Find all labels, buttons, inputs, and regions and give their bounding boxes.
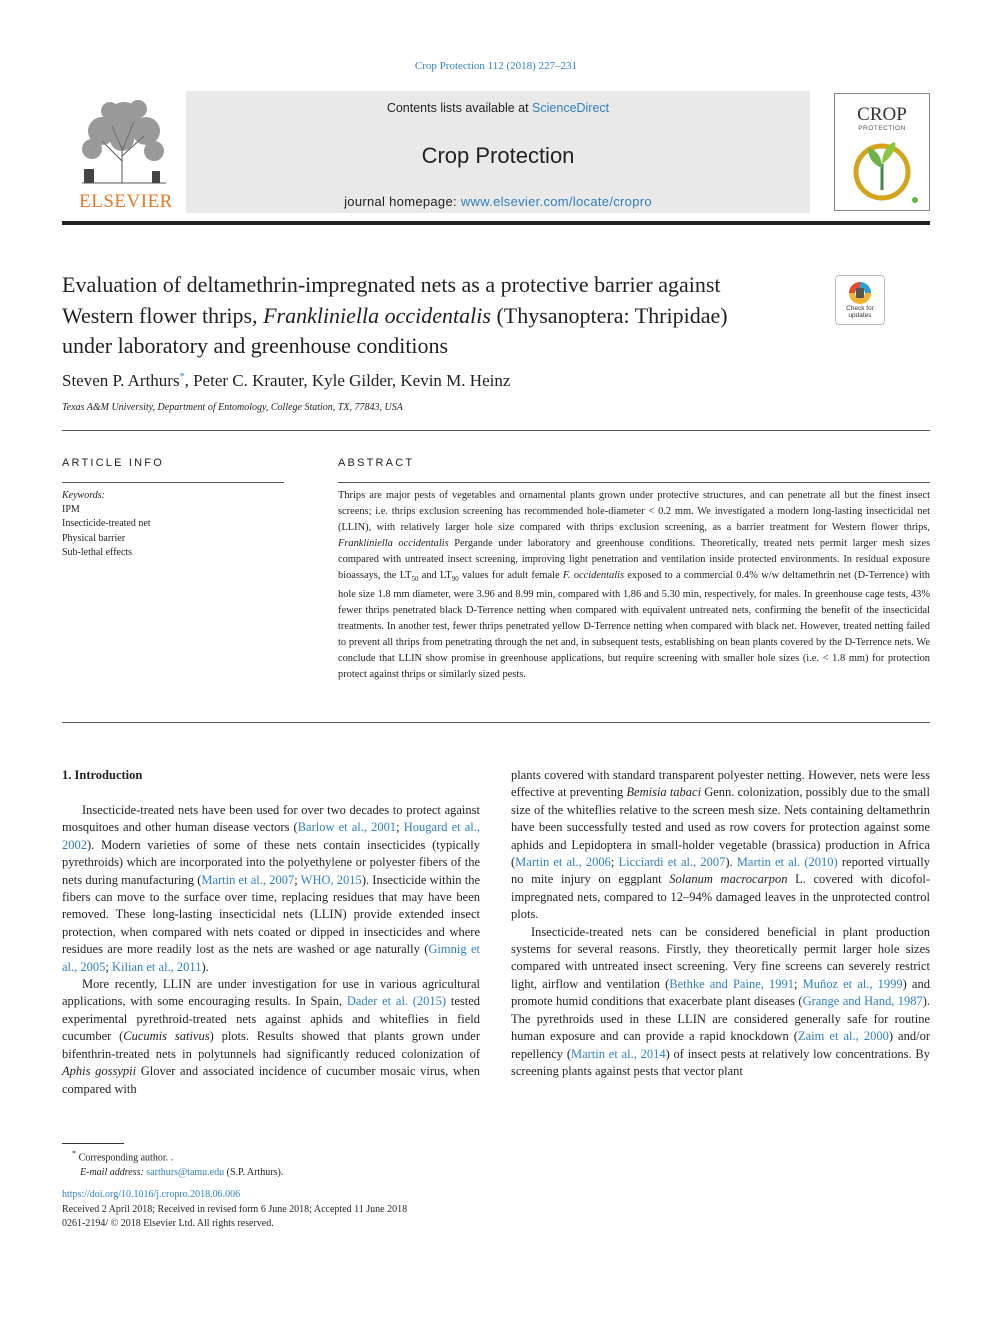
keyword: Sub-lethal effects — [62, 546, 133, 558]
reference-link[interactable]: Barlow et al., 2001 — [297, 820, 397, 835]
abstract-part: exposed to a commercial 0.4% w/w deltamethrin net (D-Terrence) with hole size 1.8 mm diameter, were 3.96 and 8.99 min, compared with 1.86 and 5.30 min, respectively, for males. In greenhouse cage tests, 43% fewer thrips penetrated black D-Terrence netting when compared with equivalent untreated nets, confirming the benefit of the insecticidal treatments. In another test, fewer thrips penetrated yellow D-Terrence netting when compared with black net. However, treated netting failed to prevent all thrips from penetrating through the net and, in subsequent tests, establishing on bean plants covered by the D-Terrence nets. We conclude that LLIN show promise in greenhouse applications, but require screening with smaller hole sizes (i.e. < 1.8 mm) for protection protect against thrips or similarly sized pests. — [338, 570, 930, 681]
abstract-part: Pergande under laboratory and greenhouse conditions. Theoretically, treated nets permit larger mesh sizes compared with untreated insect screening, improving light penetration and ventilation inside protected environments. In residual exposure bioassays, the LT — [338, 538, 930, 581]
footnote-rule — [62, 1143, 124, 1144]
text: ). Insecticide within the fibers can move to the surface over time, replacing residues that may have been removed. These long-lasting insecticidal nets (LLIN) provide extended insect protection, when compared with nets coated or dipped in insecticides and where residues are more readily lost as the nets are washed or age naturally ( — [62, 872, 480, 957]
check-for-updates-badge[interactable] — [835, 275, 885, 325]
text: More recently, LLIN are under investigation for use in various agricultural applications, with some encouraging results. In Spain, — [62, 977, 480, 1009]
keywords-label: Keywords: — [62, 490, 105, 501]
lt50-subscript: 50 — [411, 575, 419, 584]
email-link[interactable]: sarthurs@tamu.edu — [146, 1167, 225, 1179]
text: reported virtually no mite injury on eggplant — [511, 855, 931, 887]
right-column — [511, 767, 930, 1080]
reference-link[interactable]: Martin et al., 2006 — [515, 855, 611, 870]
elsevier-wordmark: ELSEVIER — [79, 191, 173, 212]
species-name: Cucumis sativus — [123, 1029, 210, 1044]
text: ; — [793, 976, 803, 991]
text: ). — [725, 855, 737, 870]
reference-link[interactable]: WHO, 2015 — [300, 872, 362, 887]
reference-link[interactable]: Martin et al. (2010) — [736, 855, 838, 870]
keyword: Insecticide-treated net — [62, 518, 151, 530]
article-info-heading: ARTICLE INFO — [62, 457, 164, 469]
journal-homepage — [186, 194, 810, 209]
title-line-3: under laboratory and greenhouse conditions — [62, 333, 449, 358]
reference-link[interactable]: Zaim et al., 2000 — [797, 1029, 889, 1044]
text: Insecticide-treated nets can be considered beneficial in plant production systems for several reasons. Firstly, they theoretically permit larger hole sizes compared with untreated insect screening. Very fine screens can severely restrict light, airflow and ventilation ( — [511, 924, 930, 991]
received-dates: Received 2 April 2018; Received in revised form 6 June 2018; Accepted 11 June 2018 — [62, 1203, 408, 1215]
article-meta — [62, 1188, 407, 1232]
crossmark-label: Check for updates — [846, 305, 874, 319]
reference-link[interactable]: Bethke and Paine, 1991 — [669, 976, 794, 991]
reference-link[interactable]: Kilian et al., 2011 — [112, 959, 202, 974]
contents-prefix: Contents lists available at — [386, 101, 533, 115]
abstract-part: Thrips are major pests of vegetables and ornamental plants grown under protective structures, and can penetrate all but the finest insect screens; i.e. thrips exclusion screening has recommended hole-diameter < 0.2 mm. We investigated a modern long-lasting insecticidal net (LLIN), with relatively larger hole size compared with thrips exclusion screening, as a barrier treatment for Western flower thrips, — [338, 490, 930, 533]
text: ) of insect pests at relatively low concentrations. By screening plants against pests that vector plant — [511, 1046, 930, 1078]
introduction-heading: 1. Introduction — [62, 768, 143, 782]
text: ) plots. Results showed that plants grown under bifenthrin-treated nets in polytunnels had significantly reduced colonization of — [62, 1029, 480, 1061]
title-line-1: Evaluation of deltamethrin-impregnated nets as a protective barrier against — [62, 272, 721, 297]
species-name: Solanum macrocarpon — [669, 872, 788, 887]
abstract-heading: ABSTRACT — [338, 457, 415, 469]
title-species: Frankliniella occidentalis — [263, 302, 491, 328]
seedling-icon — [835, 134, 929, 208]
elsevier-tree-logo — [62, 91, 186, 213]
text: L. covered with dicofol-impregnated nets, compared to 12–94% damaged leaves in the unprotected control plots. — [511, 872, 931, 922]
text: ). Modern varieties of some of these nets contain insecticides (typically pyrethroids) which are incorporated into the polyethylene or polyester fibers of the nets during manufacturing ( — [62, 837, 480, 887]
copyright: 0261-2194/ © 2018 Elsevier Ltd. All rights reserved. — [62, 1218, 274, 1229]
text: ; — [294, 872, 301, 887]
intro-paragraph-2-cont — [511, 767, 930, 924]
doi-link[interactable]: https://doi.org/10.1016/j.cropro.2018.06.006 — [62, 1189, 241, 1200]
reference-link[interactable]: Dader et al. (2015) — [346, 994, 447, 1009]
abstract-species: F. occidentalis — [562, 570, 625, 581]
homepage-link[interactable]: www.elsevier.com/locate/cropro — [460, 194, 652, 209]
corresponding-note: * Corresponding author. . — [72, 1149, 174, 1164]
footnotes — [62, 1146, 283, 1180]
email-label: E-mail address: — [80, 1167, 144, 1179]
text: ; — [396, 820, 404, 835]
keyword: IPM — [62, 504, 80, 516]
journal-title: Crop Protection — [421, 143, 575, 168]
abstract-rule — [338, 482, 930, 483]
affiliation: Texas A&M University, Department of Entomology, College Station, TX, 77843, USA — [62, 402, 403, 413]
affiliation-rule — [62, 430, 930, 431]
reference-link[interactable]: Martin et al., 2007 — [201, 872, 295, 887]
journal-banner — [186, 91, 810, 213]
homepage-label: journal homepage: — [344, 194, 461, 209]
intro-paragraph-3 — [511, 924, 930, 1081]
text: plants covered with standard transparent polyester netting. However, nets were less effective at preventing — [511, 768, 930, 800]
other-authors: , Peter C. Krauter, Kyle Gilder, Kevin M. Heinz — [184, 371, 511, 390]
intro-paragraph-2 — [62, 976, 480, 1098]
reference-link[interactable]: Hougard et al., 2002 — [62, 820, 481, 852]
corresponding-text: Corresponding author. . — [78, 1152, 174, 1164]
intro-paragraph-1 — [62, 802, 480, 976]
author-list — [62, 371, 510, 391]
abstract-end-rule — [62, 722, 930, 723]
cover-title: CROP — [857, 104, 907, 125]
abstract-text — [338, 488, 930, 683]
title-line-2a: Western flower thrips, — [62, 302, 264, 328]
reference-link[interactable]: Grange and Hand, 1987 — [802, 994, 923, 1009]
text: ). — [201, 959, 209, 974]
text: ; — [610, 855, 619, 870]
text: Glover and associated incidence of cucumber mosaic virus, when compared with — [62, 1064, 480, 1096]
left-column — [62, 802, 480, 1098]
cover-subtitle: PROTECTION — [858, 125, 906, 132]
email-owner: (S.P. Arthurs). — [224, 1167, 284, 1179]
text: ; — [105, 959, 113, 974]
journal-header — [62, 91, 930, 213]
title-line-2b: (Thysanoptera: Thripidae) — [490, 302, 728, 328]
abstract-part: and LT — [418, 570, 452, 581]
reference-link[interactable]: Gimnig et al., 2005 — [62, 942, 480, 974]
text: ) and/or repellency ( — [511, 1029, 930, 1061]
keyword: Physical barrier — [62, 532, 126, 544]
journal-citation[interactable]: Crop Protection 112 (2018) 227–231 — [414, 60, 578, 72]
article-title — [62, 270, 822, 362]
author-1[interactable]: Steven P. Arthurs — [62, 371, 180, 390]
reference-link[interactable]: Muñoz et al., 1999 — [802, 976, 903, 991]
article-info-rule — [62, 482, 284, 483]
keywords-block — [62, 489, 151, 560]
reference-link[interactable]: Martin et al., 2014 — [570, 1046, 666, 1061]
abstract-species: Frankliniella occidentalis — [338, 538, 449, 549]
header-rule — [62, 221, 930, 225]
text: Insecticide-treated nets have been used for over two decades to protect against mosquitoes and other human disease vectors ( — [62, 803, 480, 835]
text: ) and promote humid conditions that exacerbate plant diseases ( — [511, 976, 930, 1009]
species-name: Bemisia tabaci — [626, 785, 702, 800]
text: tested experimental pyrethroid-treated nets against aphids and whiteflies in field cucumber ( — [62, 994, 481, 1044]
text: Genn. colonization, possibly due to the small size of the whiteflies relative to the screen mesh size. Nets containing deltamethrin have been successfully tested and used as row covers for protection against some aphids and Lepidoptera in small-holder vegetable (brassica) production in Africa ( — [511, 785, 931, 870]
journal-cover-thumbnail[interactable] — [834, 93, 930, 211]
sciencedirect-link[interactable]: ScienceDirect — [532, 101, 610, 115]
lt90-subscript: 90 — [451, 575, 459, 584]
corresponding-author-mark[interactable]: * — [179, 371, 185, 383]
text: ). The pyrethroids used in these LLIN are considered generally safe for routine human exposure and can provide a rapid knockdown ( — [511, 994, 930, 1044]
email-note — [62, 1165, 283, 1180]
contents-line — [186, 101, 810, 115]
species-name: Aphis gossypii — [62, 1064, 137, 1079]
abstract-part: values for adult female — [458, 570, 563, 581]
reference-link[interactable]: Licciardi et al., 2007 — [618, 855, 726, 870]
